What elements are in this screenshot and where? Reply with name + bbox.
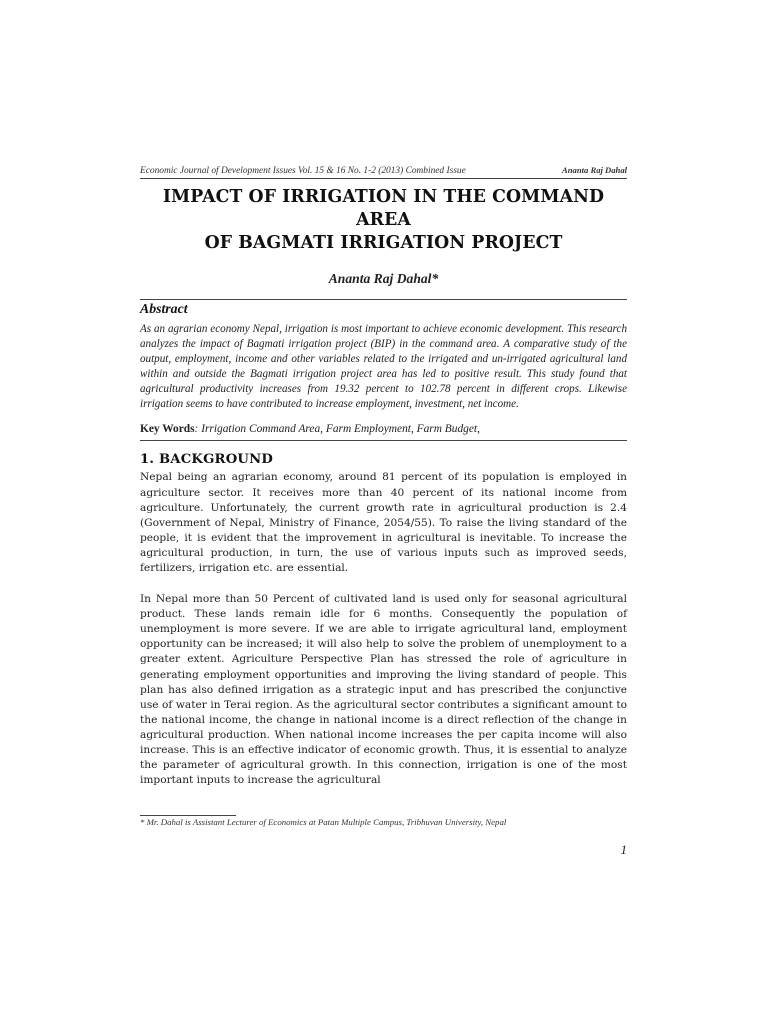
footnote-rule	[140, 815, 236, 816]
page-number: 1	[620, 842, 627, 857]
paper-title-line-1: IMPACT OF IRRIGATION IN THE COMMAND AREA	[162, 187, 605, 230]
abstract-top-rule	[140, 299, 627, 300]
keywords	[140, 423, 627, 440]
running-head	[140, 165, 627, 179]
paper-title-line-2: OF BAGMATI IRRIGATION PROJECT	[204, 233, 563, 253]
keywords-label: Key Words	[140, 423, 195, 436]
journal-citation: Economic Journal of Development Issues Vol. 15 & 16 No. 1-2 (2013) Combined Issue	[140, 166, 466, 176]
paper-page	[140, 165, 627, 788]
keywords-bottom-rule	[140, 440, 627, 441]
running-head-author: Ananta Raj Dahal	[562, 165, 627, 175]
keywords-text: : Irrigation Command Area, Farm Employment, Farm Budget,	[194, 423, 480, 436]
author-footnote: * Mr. Dahal is Assistant Lecturer of Economics at Patan Multiple Campus, Tribhuvan University, Nepal	[140, 817, 507, 827]
abstract-text: As an agrarian economy Nepal, irrigation is most important to achieve economic development. This research analyzes the impact of Bagmati irrigation project (BIP) in the command area. A comparative study of the output, employment, income and other variables related to the irrigated and un-irrigated agricultural land within and outside the Bagmati irrigation project area has led to positive result. This study found that agricultural productivity increases from 19.32 percent to 102.78 percent in different crops. Likewise irrigation seems to have contributed to increase employment, investment, net income.	[140, 323, 627, 410]
author-name: Ananta Raj Dahal*	[328, 271, 439, 286]
abstract-heading: Abstract	[140, 301, 188, 316]
body-paragraph-2: In Nepal more than 50 Percent of cultivated land is used only for seasonal agricultural product. These lands remain idle for 6 months. Consequently the population of unemployment is more severe. If we are able to irrigate agricultural land, employment opportunity can be increased; it will also help to solve the problem of unemployment to a greater extent. Agriculture Perspective Plan has stressed the role of agriculture in generating employment opportunities and improving the living standard of people. This plan has also defined irrigation as a strategic input and has prescribed the conjunctive use of water in Terai region. As the agricultural sector contributes a significant amount to the national income, the change in national income is a direct reflection of the change in agricultural production. When national income increases the per capita income will also increase. This is an effective indicator of economic growth. Thus, it is essential to analyze the parameter of agricultural growth. In this connection, irrigation is one of the most important inputs to increase the agricultural	[140, 593, 627, 787]
paper-title	[140, 186, 627, 255]
section-heading-background: 1. BACKGROUND	[140, 452, 273, 468]
body-paragraph-1: Nepal being an agrarian economy, around 81 percent of its population is employed in agriculture sector. It receives more than 40 percent of its national income from agriculture. Unfortunately, the current growth rate in agricultural production is 2.4 (Government of Nepal, Ministry of Finance, 2054/55). To raise the living standard of the people, it is evident that the improvement in agricultural is inevitable. To increase the agricultural production, in turn, the use of various inputs such as improved seeds, fertilizers, irrigation etc. are essential.	[140, 471, 627, 574]
